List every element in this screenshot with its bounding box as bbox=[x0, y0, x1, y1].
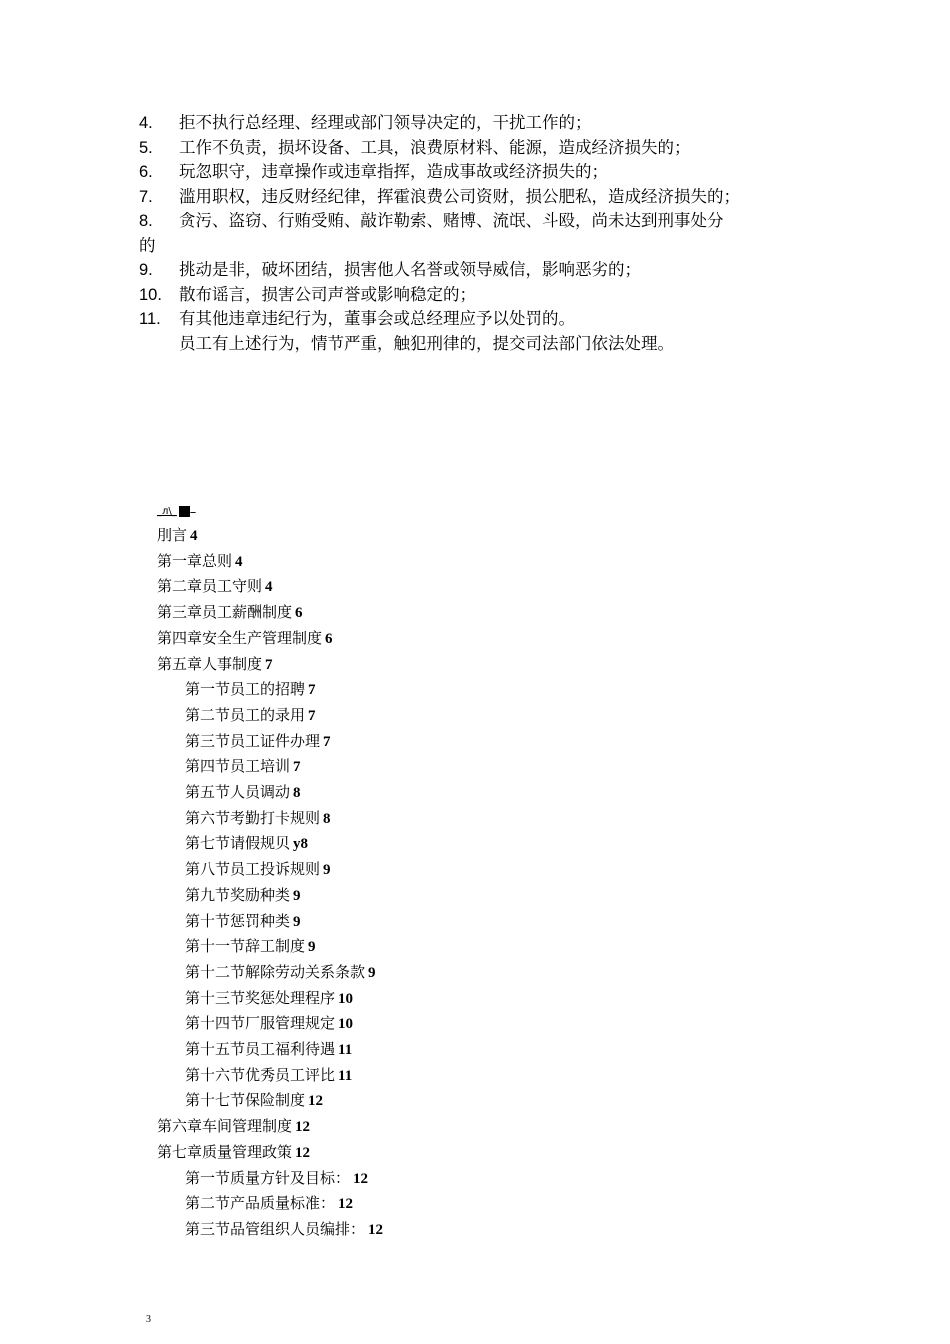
list-item bbox=[139, 307, 829, 332]
toc-item-page: 6 bbox=[325, 630, 333, 647]
toc-item-title: 第十一节辞工制度 bbox=[185, 937, 306, 956]
toc-item-title: 第二节产品质量标准： bbox=[185, 1194, 336, 1213]
toc-item-title: 第八节员工投诉规则 bbox=[185, 860, 321, 879]
toc-item-page: 9 bbox=[293, 887, 301, 904]
closing-paragraph: 员工有上述行为，情节严重，触犯刑律的，提交司法部门依法处理。 bbox=[179, 333, 674, 353]
toc-item-title: 第十节惩罚种类 bbox=[185, 911, 291, 930]
toc-item-page: 12 bbox=[295, 1119, 311, 1136]
list-text: 拒不执行总经理、经理或部门领导决定的，干扰工作的； bbox=[179, 113, 592, 132]
toc-item[interactable] bbox=[157, 960, 557, 986]
list-text: 玩忽职守，违章操作或违章指挥，造成事故或经济损失的； bbox=[179, 162, 608, 181]
toc-item-title: 第三章员工薪酬制度 bbox=[157, 603, 293, 622]
toc-item-page: 12 bbox=[368, 1221, 384, 1238]
toc-item[interactable] bbox=[157, 523, 557, 549]
toc-item-title: 第四章安全生产管理制度 bbox=[157, 628, 323, 647]
toc-item-title: 第二节员工的录用 bbox=[185, 705, 306, 724]
list-number: 5. bbox=[139, 138, 153, 157]
toc-item[interactable] bbox=[157, 729, 557, 755]
toc-item-page: 10 bbox=[338, 1016, 354, 1033]
toc-item-title: 第一节质量方针及目标： bbox=[185, 1168, 351, 1187]
toc-item-title: 第十七节保险制度 bbox=[185, 1091, 306, 1110]
toc-item-title: 第七章质量管理政策 bbox=[157, 1142, 293, 1161]
toc-item-page: 8 bbox=[293, 785, 301, 802]
toc-item-page: 9 bbox=[308, 939, 316, 956]
list-item bbox=[139, 258, 829, 283]
toc-item-page: 7 bbox=[308, 682, 316, 699]
toc-item[interactable] bbox=[157, 883, 557, 909]
list-text: 滥用职权，违反财经纪律，挥霍浪费公司资财，损公肥私，造成经济损失的； bbox=[179, 186, 740, 206]
toc-item[interactable] bbox=[157, 780, 557, 806]
toc-item-page: 8 bbox=[323, 810, 331, 827]
square-icon bbox=[179, 506, 190, 517]
list-number: 8. bbox=[139, 212, 153, 230]
toc-item-title: 第十三节奖惩处理程序 bbox=[185, 988, 336, 1007]
toc-item-title: 第六节考勤打卡规则 bbox=[185, 808, 321, 827]
toc-items bbox=[157, 523, 557, 1243]
toc-item-page: 7 bbox=[308, 707, 316, 724]
list-number: 4. bbox=[139, 114, 153, 132]
table-of-contents bbox=[157, 503, 557, 1243]
toc-mark-right: – bbox=[189, 505, 197, 520]
toc-item-page: 12 bbox=[295, 1144, 311, 1161]
toc-item-page: 11 bbox=[338, 1067, 353, 1084]
list-item bbox=[139, 283, 829, 308]
toc-item[interactable] bbox=[157, 677, 557, 703]
list-number: 9. bbox=[139, 261, 153, 279]
toc-item-page: 4 bbox=[190, 528, 198, 544]
toc-item-page: 7 bbox=[323, 733, 331, 750]
toc-item-page: y8 bbox=[293, 836, 309, 853]
toc-item-title: 刖言 bbox=[157, 526, 188, 544]
toc-item-title: 第三节品管组织人员编排： bbox=[185, 1219, 366, 1238]
toc-item[interactable] bbox=[157, 831, 557, 857]
toc-item-page: 12 bbox=[353, 1170, 369, 1187]
toc-item-page: 7 bbox=[293, 759, 301, 776]
list-number: 10. bbox=[139, 285, 162, 304]
toc-item-title: 第十六节优秀员工评比 bbox=[185, 1065, 336, 1084]
toc-item[interactable] bbox=[157, 1217, 557, 1243]
toc-heading-mark bbox=[157, 503, 557, 523]
toc-item[interactable] bbox=[157, 1037, 557, 1063]
toc-item-page: 11 bbox=[338, 1042, 353, 1059]
toc-item-page: 10 bbox=[338, 990, 354, 1007]
toc-item[interactable] bbox=[157, 626, 557, 652]
page-number: 3 bbox=[146, 1314, 151, 1325]
toc-item[interactable] bbox=[157, 806, 557, 832]
list-text: 散布谣言，损害公司声誉或影响稳定的； bbox=[179, 284, 476, 304]
list-number: 6. bbox=[139, 163, 153, 181]
toc-item[interactable] bbox=[157, 754, 557, 780]
toc-item[interactable] bbox=[157, 934, 557, 960]
toc-item[interactable] bbox=[157, 1191, 557, 1217]
violation-list bbox=[139, 111, 829, 356]
toc-item[interactable] bbox=[157, 549, 557, 575]
toc-item-title: 第一节员工的招聘 bbox=[185, 680, 306, 699]
toc-item-title: 第十五节员工福利待遇 bbox=[185, 1040, 336, 1059]
toc-item-title: 第七节请假规贝 bbox=[185, 834, 291, 853]
toc-item[interactable] bbox=[157, 574, 557, 600]
toc-item-page: 9 bbox=[293, 913, 301, 930]
toc-item-page: 12 bbox=[338, 1196, 354, 1213]
toc-item-title: 第四节员工培训 bbox=[185, 757, 291, 776]
toc-item[interactable] bbox=[157, 1011, 557, 1037]
toc-item[interactable] bbox=[157, 909, 557, 935]
toc-item[interactable] bbox=[157, 1114, 557, 1140]
list-item bbox=[139, 209, 829, 258]
toc-item-page: 4 bbox=[235, 553, 243, 570]
toc-item-title: 第九节奖励种类 bbox=[185, 885, 291, 904]
toc-item-page: 4 bbox=[265, 579, 273, 596]
list-text: 挑动是非，破坏团结，损害他人名誉或领导威信，影响恶劣的； bbox=[179, 260, 641, 279]
toc-item[interactable] bbox=[157, 703, 557, 729]
toc-item[interactable] bbox=[157, 986, 557, 1012]
toc-item-title: 第十二节解除劳动关系条款 bbox=[185, 962, 366, 981]
toc-mark-left: _л\_ bbox=[157, 506, 177, 517]
list-number: 7. bbox=[139, 187, 153, 206]
list-item bbox=[139, 185, 829, 210]
toc-item-page: 6 bbox=[295, 605, 303, 622]
toc-item-title: 第二章员工守则 bbox=[157, 577, 263, 596]
toc-item[interactable] bbox=[157, 652, 557, 678]
toc-item-title: 第一章总则 bbox=[157, 551, 233, 570]
list-item bbox=[139, 136, 829, 161]
toc-item[interactable] bbox=[157, 857, 557, 883]
toc-item[interactable] bbox=[157, 1063, 557, 1089]
toc-item[interactable] bbox=[157, 1088, 557, 1114]
toc-item[interactable] bbox=[157, 600, 557, 626]
list-item bbox=[139, 111, 829, 136]
toc-item-title: 第三节员工证件办理 bbox=[185, 731, 321, 750]
toc-item-page: 9 bbox=[368, 964, 376, 981]
list-text: 工作不负责，损坏设备、工具，浪费原材料、能源，造成经济损失的； bbox=[179, 137, 691, 157]
toc-item-page: 7 bbox=[265, 656, 273, 673]
toc-item[interactable] bbox=[157, 1166, 557, 1192]
toc-item-title: 第十四节厂服管理规定 bbox=[185, 1014, 336, 1033]
list-text: 有其他违章违纪行为，董事会或总经理应予以处罚的。 bbox=[179, 309, 575, 328]
toc-item[interactable] bbox=[157, 1140, 557, 1166]
list-text-continuation: 的 bbox=[139, 235, 156, 255]
toc-item-page: 12 bbox=[308, 1093, 324, 1110]
list-number: 11. bbox=[139, 310, 161, 328]
list-text: 贪污、盗窃、行贿受贿、敲诈勒索、赌博、流氓、斗殴，尚未达到刑事处分 bbox=[179, 211, 724, 230]
toc-item-title: 第五章人事制度 bbox=[157, 654, 263, 673]
toc-item-title: 第五节人员调动 bbox=[185, 783, 291, 802]
toc-item-title: 第六章车间管理制度 bbox=[157, 1117, 293, 1136]
list-item bbox=[139, 160, 829, 185]
toc-item-page: 9 bbox=[323, 862, 331, 879]
